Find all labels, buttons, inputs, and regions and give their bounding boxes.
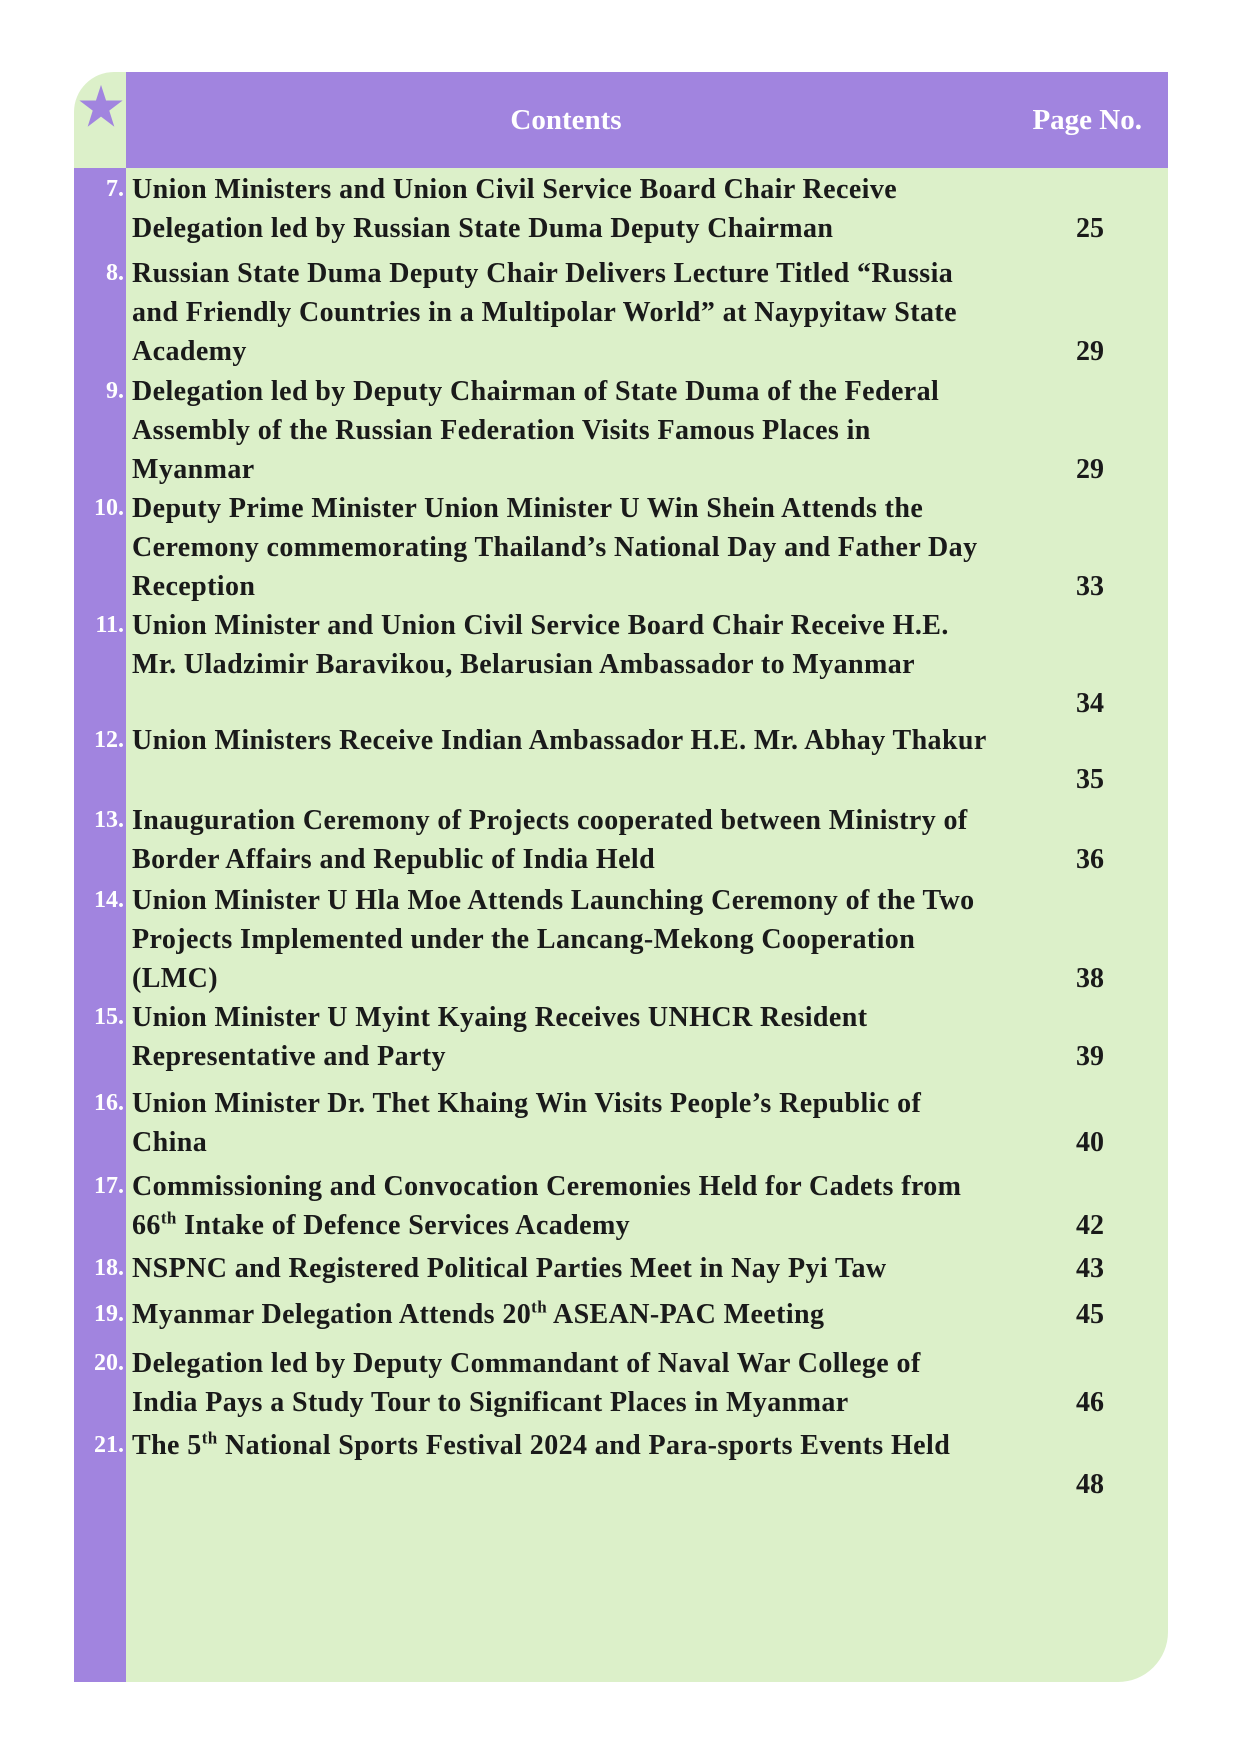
page-number-heading: Page No. [1032,104,1142,136]
entry-number: 21. [94,1432,124,1458]
entry-title-superscript: th [531,1297,548,1317]
entry-page-number: 45 [1076,1299,1104,1330]
entry-number: 16. [94,1090,124,1116]
contents-panel [74,72,1168,1682]
entry-title-text: Union Minister Dr. Thet Khaing Win Visits People’s Republic of China [132,1088,922,1158]
entry-page-number: 48 [1076,1469,1104,1500]
entry-title [132,1167,992,1245]
entry-title [132,1426,992,1465]
entry-title-text: National Sports Festival 2024 and Para-sports Events Held [217,1430,951,1461]
entry-number: 20. [94,1350,124,1376]
entry-title-text: NSPNC and Registered Political Parties Meet in Nay Pyi Taw [132,1253,887,1284]
entry-number: 18. [94,1255,124,1281]
entry-page-number: 34 [1076,688,1104,719]
entry-title [132,1344,992,1422]
entry-page-number: 36 [1076,844,1104,875]
entry-title [132,801,992,879]
entry-title-text: Commissioning and Convocation Ceremonies Held for Cadets from 66 [132,1171,962,1241]
entry-title [132,721,992,760]
contents-heading: Contents [510,104,622,136]
entry-page-number: 43 [1076,1253,1104,1284]
entry-number: 10. [94,495,124,521]
entry-title-text: Delegation led by Deputy Chairman of State Duma of the Federal Assembly of the Russian Federation Visits Famous Places in Myanmar [132,376,940,485]
entry-page-number: 29 [1076,336,1104,367]
toc-entry[interactable] [74,801,1168,879]
entry-number: 17. [94,1173,124,1199]
entry-title-text: Intake of Defence Services Academy [176,1210,631,1241]
entry-title-text: Russian State Duma Deputy Chair Delivers Lecture Titled “Russia and Friendly Countries in a Multipolar World” at Naypyitaw State Academy [132,258,957,367]
toc-entry[interactable] [74,489,1168,606]
entry-title-superscript: th [201,1428,218,1448]
entry-number: 14. [94,887,124,913]
entry-title-text: The 5 [132,1430,202,1461]
entry-title-text: Inauguration Ceremony of Projects cooperated between Ministry of Border Affairs and Republic of India Held [132,805,968,875]
entry-number: 19. [94,1301,124,1327]
entry-title [132,606,992,684]
entry-number: 9. [106,378,124,404]
toc-entry[interactable] [74,1249,1168,1288]
entry-title [132,1249,992,1288]
toc-entry[interactable] [74,170,1168,248]
entry-number: 15. [94,1004,124,1030]
toc-entry[interactable] [74,1084,1168,1162]
entry-title [132,998,992,1076]
entry-number: 13. [94,807,124,833]
toc-entry[interactable] [74,254,1168,371]
entry-number: 8. [106,260,124,286]
entry-title [132,1295,992,1334]
entry-title-text: Union Ministers and Union Civil Service Board Chair Receive Delegation led by Russian State Duma Deputy Chairman [132,174,898,244]
entry-title-text: Union Minister and Union Civil Service Board Chair Receive H.E. Mr. Uladzimir Baravikou, Belarusian Ambassador to Myanmar [132,610,949,680]
toc-entry[interactable] [74,1295,1168,1334]
entry-page-number: 25 [1076,213,1104,244]
entry-title-text: Union Minister U Hla Moe Attends Launching Ceremony of the Two Projects Implemented under the Lancang-Mekong Cooperation (LMC) [132,885,975,994]
entry-number: 11. [95,612,124,638]
toc-entry[interactable] [74,1167,1168,1245]
entry-page-number: 29 [1076,454,1104,485]
entry-title [132,372,992,489]
entry-title-text: Myanmar Delegation Attends 20 [132,1299,532,1330]
entry-number: 7. [106,176,124,202]
toc-entry[interactable] [74,372,1168,489]
entry-title [132,489,992,606]
toc-entry[interactable] [74,881,1168,998]
entry-page-number: 42 [1076,1210,1104,1241]
entry-page-number: 38 [1076,963,1104,994]
entry-page-number: 40 [1076,1127,1104,1158]
entry-title-superscript: th [160,1208,177,1228]
entry-page-number: 46 [1076,1387,1104,1418]
entry-page-number: 35 [1076,764,1104,795]
toc-entry[interactable] [74,1344,1168,1422]
entry-page-number: 33 [1076,571,1104,602]
entry-title-text: Union Ministers Receive Indian Ambassador H.E. Mr. Abhay Thakur [132,725,987,756]
toc-entry[interactable] [74,998,1168,1076]
toc-entry[interactable] [74,1426,1168,1504]
entry-title-text: Delegation led by Deputy Commandant of Naval War College of India Pays a Study Tour to Significant Places in Myanmar [132,1348,921,1418]
entry-title [132,170,992,248]
entry-page-number: 39 [1076,1041,1104,1072]
entry-title-text: ASEAN-PAC Meeting [547,1299,825,1330]
toc-entry[interactable] [74,721,1168,799]
star-icon [78,80,124,132]
entry-title [132,254,992,371]
entry-title-text: Deputy Prime Minister Union Minister U Win Shein Attends the Ceremony commemorating Thailand’s National Day and Father Day Reception [132,493,978,602]
entry-title [132,881,992,998]
entry-title [132,1084,992,1162]
entry-number: 12. [94,727,124,753]
toc-entry[interactable] [74,606,1168,723]
entry-title-text: Union Minister U Myint Kyaing Receives UNHCR Resident Representative and Party [132,1002,868,1072]
